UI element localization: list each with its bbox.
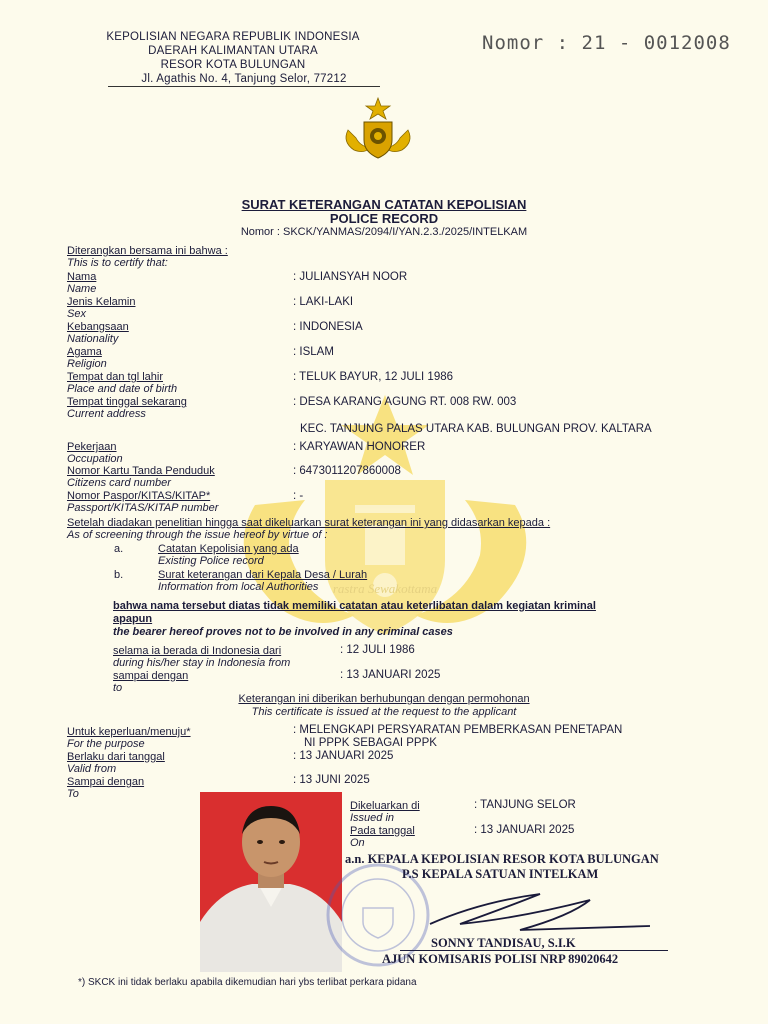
field-label-passport bbox=[67, 490, 218, 514]
request-id: Keterangan ini diberikan berhubungan dengan permohonan bbox=[238, 693, 530, 705]
field-label-en: Citizens card number bbox=[67, 477, 171, 489]
field-label-en: Current address bbox=[67, 408, 146, 420]
field-label-en: Nationality bbox=[67, 333, 119, 345]
issued-date-value: : 13 JANUARI 2025 bbox=[474, 824, 575, 836]
field-value-address-line2: KEC. TANJUNG PALAS UTARA KAB. BULUNGAN PROV. KALTARA bbox=[300, 423, 652, 435]
screening-item-a-letter: a. bbox=[114, 543, 124, 555]
document-number: Nomor : 21 - 0012008 bbox=[482, 32, 731, 54]
validity-to-label bbox=[67, 776, 144, 800]
stay-to-en: to bbox=[113, 682, 123, 694]
field-label-birth bbox=[67, 371, 177, 395]
field-label-occupation bbox=[67, 441, 123, 465]
screening bbox=[67, 517, 550, 541]
validity-from-label bbox=[67, 751, 165, 775]
issued-place-en: Issued in bbox=[350, 812, 395, 824]
validity-to-en: To bbox=[67, 788, 79, 800]
field-label-en: Sex bbox=[67, 308, 86, 320]
field-value-sex: : LAKI-LAKI bbox=[293, 296, 354, 308]
statement-en: the bearer hereof proves not to be involved in any criminal cases bbox=[113, 626, 453, 638]
field-label-id: Jenis Kelamin bbox=[67, 296, 136, 308]
signature-icon bbox=[420, 882, 660, 942]
purpose-label-id: Untuk keperluan/menuju* bbox=[67, 726, 191, 738]
header-line3: RESOR KOTA BULUNGAN bbox=[160, 59, 306, 71]
signatory-line2: P.S KEPALA SATUAN INTELKAM bbox=[402, 867, 599, 881]
field-label-id: Nama bbox=[67, 271, 97, 283]
title-main: SURAT KETERANGAN CATATAN KEPOLISIAN bbox=[241, 197, 527, 212]
field-value-birth: : TELUK BAYUR, 12 JULI 1986 bbox=[293, 371, 454, 383]
field-label-en: Name bbox=[67, 283, 97, 295]
purpose-label bbox=[67, 726, 191, 750]
watermark-text: rastra Sewakottama bbox=[332, 581, 438, 596]
validity-to-value: : 13 JUNI 2025 bbox=[293, 774, 370, 786]
field-label-id: Tempat tinggal sekarang bbox=[67, 396, 187, 408]
intro-en: This is to certify that: bbox=[67, 257, 168, 269]
issued-date-id: Pada tanggal bbox=[350, 825, 415, 837]
field-label-address bbox=[67, 396, 187, 420]
validity-from-value: : 13 JANUARI 2025 bbox=[293, 750, 394, 762]
field-label-religion bbox=[67, 346, 107, 370]
screening-en: As of screening through the issue hereof by virtue of : bbox=[67, 529, 328, 541]
statement-id-line2: apapun bbox=[113, 613, 153, 625]
screening-item-en: Existing Police record bbox=[158, 555, 264, 567]
request-en: This certificate is issued at the request to the applicant bbox=[251, 706, 517, 718]
field-label-ktp bbox=[67, 465, 215, 489]
screening-item-b-letter: b. bbox=[114, 569, 124, 581]
footnote: *) SKCK ini tidak berlaku apabila dikemudian hari ybs terlibat perkara pidana bbox=[78, 977, 417, 988]
signatory-rank: AJUN KOMISARIS POLISI NRP 89020642 bbox=[382, 952, 619, 966]
field-value-ktp: : 6473011207860008 bbox=[293, 465, 401, 477]
field-label-nama bbox=[67, 271, 96, 295]
stay-from-label bbox=[113, 645, 290, 669]
stay-from-id: selama ia berada di Indonesia dari bbox=[113, 645, 282, 657]
stay-to-label bbox=[113, 670, 188, 694]
signature-line bbox=[400, 950, 668, 951]
issued-place-id: Dikeluarkan di bbox=[350, 800, 420, 812]
field-value-address: : DESA KARANG AGUNG RT. 008 RW. 003 bbox=[293, 396, 517, 408]
screening-item-id: Catatan Kepolisian yang ada bbox=[158, 543, 299, 555]
issued-date-label bbox=[350, 825, 415, 849]
screening-item-en: Information from local Authorities bbox=[158, 581, 319, 593]
screening-item-id: Surat keterangan dari Kepala Desa / Lurah bbox=[158, 569, 368, 581]
stay-from-en: during his/her stay in Indonesia from bbox=[113, 657, 291, 669]
issued-date-en: On bbox=[350, 837, 365, 849]
signatory-name: SONNY TANDISAU, S.I.K bbox=[431, 936, 576, 950]
field-value-passport: : - bbox=[293, 490, 304, 502]
issued-place-label bbox=[350, 800, 420, 824]
header-line2: DAERAH KALIMANTAN UTARA bbox=[148, 45, 318, 57]
field-value-nama: : JULIANSYAH NOOR bbox=[293, 271, 408, 283]
validity-from-en: Valid from bbox=[67, 763, 117, 775]
field-label-id: Nomor Kartu Tanda Penduduk bbox=[67, 465, 215, 477]
stay-to-value: : 13 JANUARI 2025 bbox=[340, 669, 441, 681]
field-value-religion: : ISLAM bbox=[293, 346, 334, 358]
intro bbox=[67, 245, 228, 269]
field-label-en: Occupation bbox=[67, 453, 123, 465]
validity-to-id: Sampai dengan bbox=[67, 776, 145, 788]
stay-to-id: sampai dengan bbox=[113, 670, 189, 682]
signatory-line1: a.n. KEPALA KEPOLISIAN RESOR KOTA BULUNGAN bbox=[345, 852, 659, 866]
field-label-sex bbox=[67, 296, 135, 320]
screening-id: Setelah diadakan penelitian hingga saat dikeluarkan surat keterangan ini yang didasarkan kepada : bbox=[67, 517, 551, 529]
field-label-en: Place and date of birth bbox=[67, 383, 178, 395]
field-label-id: Kebangsaan bbox=[67, 321, 129, 333]
validity-from-id: Berlaku dari tanggal bbox=[67, 751, 165, 763]
purpose-value-line1: : MELENGKAPI PERSYARATAN PEMBERKASAN PENETAPAN bbox=[293, 724, 623, 736]
title-english: POLICE RECORD bbox=[329, 211, 439, 226]
field-label-id: Agama bbox=[67, 346, 102, 358]
field-label-en: Passport/KITAS/KITAP number bbox=[67, 502, 219, 514]
header-line1: KEPOLISIAN NEGARA REPUBLIK INDONESIA bbox=[106, 31, 360, 43]
purpose-value-line2: NI PPPK SEBAGAI PPPK bbox=[304, 737, 437, 749]
header-address: Jl. Agathis No. 4, Tanjung Selor, 77212 bbox=[108, 72, 380, 87]
field-label-nationality bbox=[67, 321, 129, 345]
field-value-occupation: : KARYAWAN HONORER bbox=[293, 441, 426, 453]
stay-from-value: : 12 JULI 1986 bbox=[340, 644, 415, 656]
field-value-nationality: : INDONESIA bbox=[293, 321, 363, 333]
issued-place-value: : TANJUNG SELOR bbox=[474, 799, 576, 811]
screening-item-a bbox=[158, 543, 299, 567]
purpose-label-en: For the purpose bbox=[67, 738, 145, 750]
screening-item-b bbox=[158, 569, 367, 593]
field-label-id: Nomor Paspor/KITAS/KITAP* bbox=[67, 490, 211, 502]
title-nomor: Nomor : SKCK/YANMAS/2094/I/YAN.2.3./2025/INTELKAM bbox=[240, 226, 528, 238]
intro-id: Diterangkan bersama ini bahwa : bbox=[67, 245, 228, 257]
police-emblem-icon bbox=[338, 96, 418, 160]
field-label-id: Pekerjaan bbox=[67, 441, 117, 453]
statement-id-line1: bahwa nama tersebut diatas tidak memiliki catatan atau keterlibatan dalam kegiatan kriminal bbox=[113, 600, 596, 612]
field-label-id: Tempat dan tgl lahir bbox=[67, 371, 163, 383]
field-label-en: Religion bbox=[67, 358, 107, 370]
